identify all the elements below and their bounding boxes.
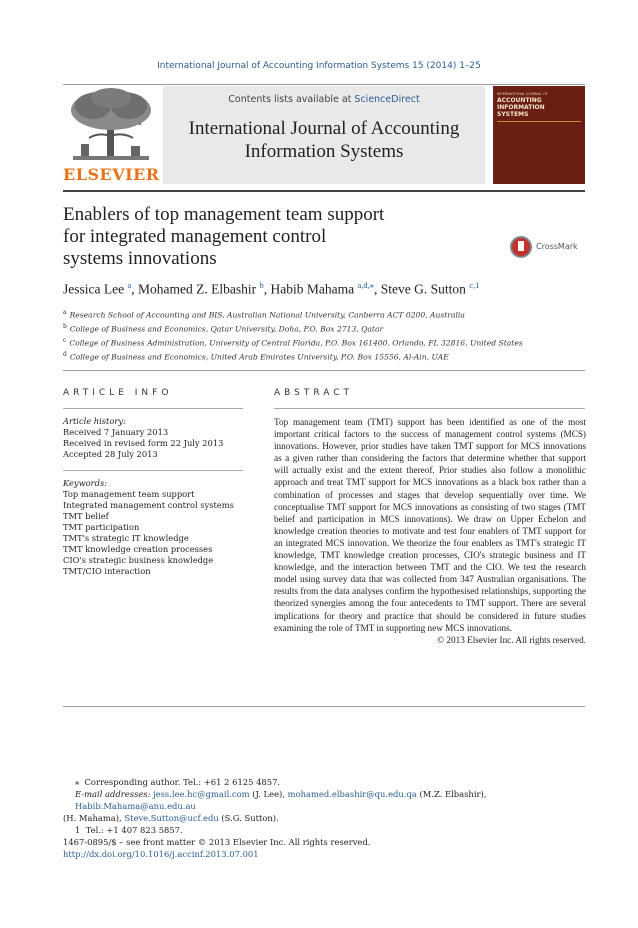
author-affil-mark[interactable]: a (127, 280, 132, 290)
doi-link[interactable]: http://dx.doi.org/10.1016/j.accinf.2013.07.001 (63, 849, 259, 859)
history-label: Article history: (63, 416, 126, 426)
email-owner: (J. Lee), (249, 789, 288, 799)
corresponding-author-text: Corresponding author. Tel.: +61 2 6125 4857. (84, 777, 281, 787)
header-divider (63, 370, 585, 371)
journal-title-line: International Journal of Accounting (188, 118, 460, 139)
sciencedirect-link[interactable]: ScienceDirect (354, 94, 420, 105)
article-info-rule (63, 408, 243, 409)
abstract-body (274, 416, 586, 646)
history-item: Accepted 28 July 2013 (63, 449, 158, 459)
author-affil-mark[interactable]: b (259, 280, 264, 290)
journal-banner (163, 86, 485, 184)
issn-line: 1467-0895/$ – see front matter © 2013 Elsevier Inc. All rights reserved. (63, 837, 371, 847)
email-addresses (63, 788, 593, 812)
affiliation-text: Research School of Accounting and BIS, Australian National University, Canberra ACT 0200, Australia (69, 310, 465, 320)
cover-title-line: INFORMATION (497, 104, 545, 111)
keyword-item: TMT participation (63, 522, 140, 532)
elsevier-tree-icon (63, 86, 159, 164)
keyword-item: Integrated management control systems (63, 500, 234, 510)
contents-prefix: Contents lists available at (228, 94, 355, 105)
affiliation-text: College of Business and Economics, Qatar University, Doha, P.O. Box 2713, Qatar (69, 324, 384, 334)
keywords (63, 478, 253, 577)
affiliation-item (63, 349, 593, 363)
abstract-rule (274, 408, 585, 409)
article-history (63, 416, 253, 460)
keyword-item: TMT belief (63, 511, 109, 521)
crossmark-icon (510, 236, 532, 258)
email-link[interactable]: mohamed.elbashir@qu.edu.qa (287, 789, 417, 799)
affiliation-mark: a (63, 309, 67, 316)
email-owner: (H. Mahama), (63, 813, 125, 823)
article-info-heading: ARTICLE INFO (63, 388, 173, 398)
contents-line (163, 94, 485, 105)
author-name[interactable]: Steve G. Sutton (380, 281, 466, 297)
cover-divider (497, 121, 581, 122)
abstract-text: Top management team (TMT) support has been identified as one of the most important critical factors to the success of management control systems (MCS) innovations. However, prior studies have taken TMT support for MCS innovations as a given rather than considering the factors that determine whether that support will actually exist and the extent thereof. Prior studies also follow a monolithic approach and treat TMT support for MCS innovations as a black box rather than a combination of processes and stages that develop sequentially over time. We conceptualise TMT support for MCS innovations as consisting of two stages (TMT belief and participation in MCS innovations). We draw on Upper Echelon and knowledge creation theories to motivate and test four enablers of TMT support for an integrated MCS innovation. We theorize the four enablers as TMT's strategic IT knowledge, TMT knowledge creation processes, CIO's strategic business and IT knowledge, and the interaction between TMT and the CIO. We test the research model using survey data that was collected from 347 Australian organisations. The results from the data analyses confirm the hypothesised relationships, supporting the theorized synergies among the four antecedents to TMT support. There are several implications for theory and practice that should be considered in future studies examining the role of TMT in supporting new MCS innovations. (274, 417, 586, 633)
affiliation-mark: c (63, 337, 67, 345)
journal-reference[interactable]: International Journal of Accounting Information Systems 15 (2014) 1–25 (157, 61, 481, 71)
journal-cover-image[interactable] (493, 86, 585, 184)
history-item: Received 7 January 2013 (63, 427, 169, 437)
article-title (63, 204, 463, 270)
email-link[interactable]: Habib.Mahama@anu.edu.au (75, 801, 196, 811)
affiliation-item (63, 335, 593, 349)
masthead-bottom-rule (63, 190, 585, 192)
keyword-item: TMT knowledge creation processes (63, 544, 213, 554)
email-owner: (S.G. Sutton). (218, 813, 279, 823)
cover-title-line: SYSTEMS (497, 111, 529, 118)
keyword-item: CIO's strategic business knowledge (63, 555, 214, 565)
footnote-mark: 1 (75, 825, 81, 835)
affiliation-text: College of Business and Economics, United Arab Emirates University, P.O. Box 15556, Al-Ain, UAE (69, 352, 449, 362)
footnotes (63, 776, 593, 836)
abstract-bottom-rule (63, 706, 585, 707)
masthead (63, 86, 585, 184)
affiliation-item (63, 307, 593, 321)
history-keywords-rule (63, 470, 243, 471)
crossmark-label: CrossMark (536, 242, 578, 251)
journal-title-line: Information Systems (244, 141, 404, 162)
footnote-text: Tel.: +1 407 823 5857. (85, 825, 183, 835)
email-label: E-mail addresses: (75, 789, 151, 799)
copyright-notice: © 2013 Elsevier Inc. All rights reserved. (437, 634, 586, 645)
journal-title[interactable] (163, 117, 485, 163)
author-list: Jessica Lee $^a$, Mohamed Z. Elbashir $^b$, Habib Mahama $^{a,d,⁎}$, Steve G. Sutton $^{c,1}$ (63, 280, 480, 297)
footnote-1 (63, 824, 593, 836)
email-owner: (M.Z. Elbashir), (416, 789, 487, 799)
article-title-line: Enablers of top management team support (63, 204, 385, 225)
cover-title-line: INTERNATIONAL JOURNAL OF (497, 92, 548, 96)
author-name[interactable]: Mohamed Z. Elbashir (138, 281, 257, 297)
email-addresses-continued (63, 812, 593, 824)
affiliation-text: College of Business Administration, University of Central Florida, P.O. Box 161400, Orlando, FL 32816, United States (69, 338, 523, 348)
crossmark-button[interactable] (510, 234, 590, 260)
author-name[interactable]: Jessica Lee (63, 281, 125, 297)
cover-title-line: ACCOUNTING (497, 97, 542, 104)
masthead-top-rule (63, 84, 585, 85)
keyword-item: TMT's strategic IT knowledge (63, 533, 189, 543)
keyword-item: TMT/CIO interaction (63, 566, 151, 576)
keyword-item: Top management team support (63, 489, 195, 499)
publisher-name: ELSEVIER (63, 165, 160, 184)
affiliations (63, 307, 593, 363)
corresponding-author-note (63, 776, 593, 788)
elsevier-logo (63, 86, 159, 184)
article-title-line: for integrated management control (63, 226, 327, 247)
email-link[interactable]: Steve.Sutton@ucf.edu (124, 813, 219, 823)
author-affil-mark[interactable]: c,1 (469, 280, 480, 290)
author-affil-mark[interactable]: a,d,⁎ (357, 280, 374, 290)
article-title-line: systems innovations (63, 248, 217, 269)
abstract-heading: ABSTRACT (274, 388, 354, 398)
footnote-mark: ⁎ (75, 777, 80, 787)
front-matter-info (63, 836, 593, 860)
email-link[interactable]: jess.lee.hc@gmail.com (153, 789, 250, 799)
history-item: Received in revised form 22 July 2013 (63, 438, 224, 448)
affiliation-mark: b (63, 323, 67, 331)
affiliation-mark: d (63, 351, 67, 359)
affiliation-item (63, 321, 593, 335)
author-name[interactable]: Habib Mahama (270, 281, 355, 297)
keywords-label: Keywords: (63, 478, 108, 488)
